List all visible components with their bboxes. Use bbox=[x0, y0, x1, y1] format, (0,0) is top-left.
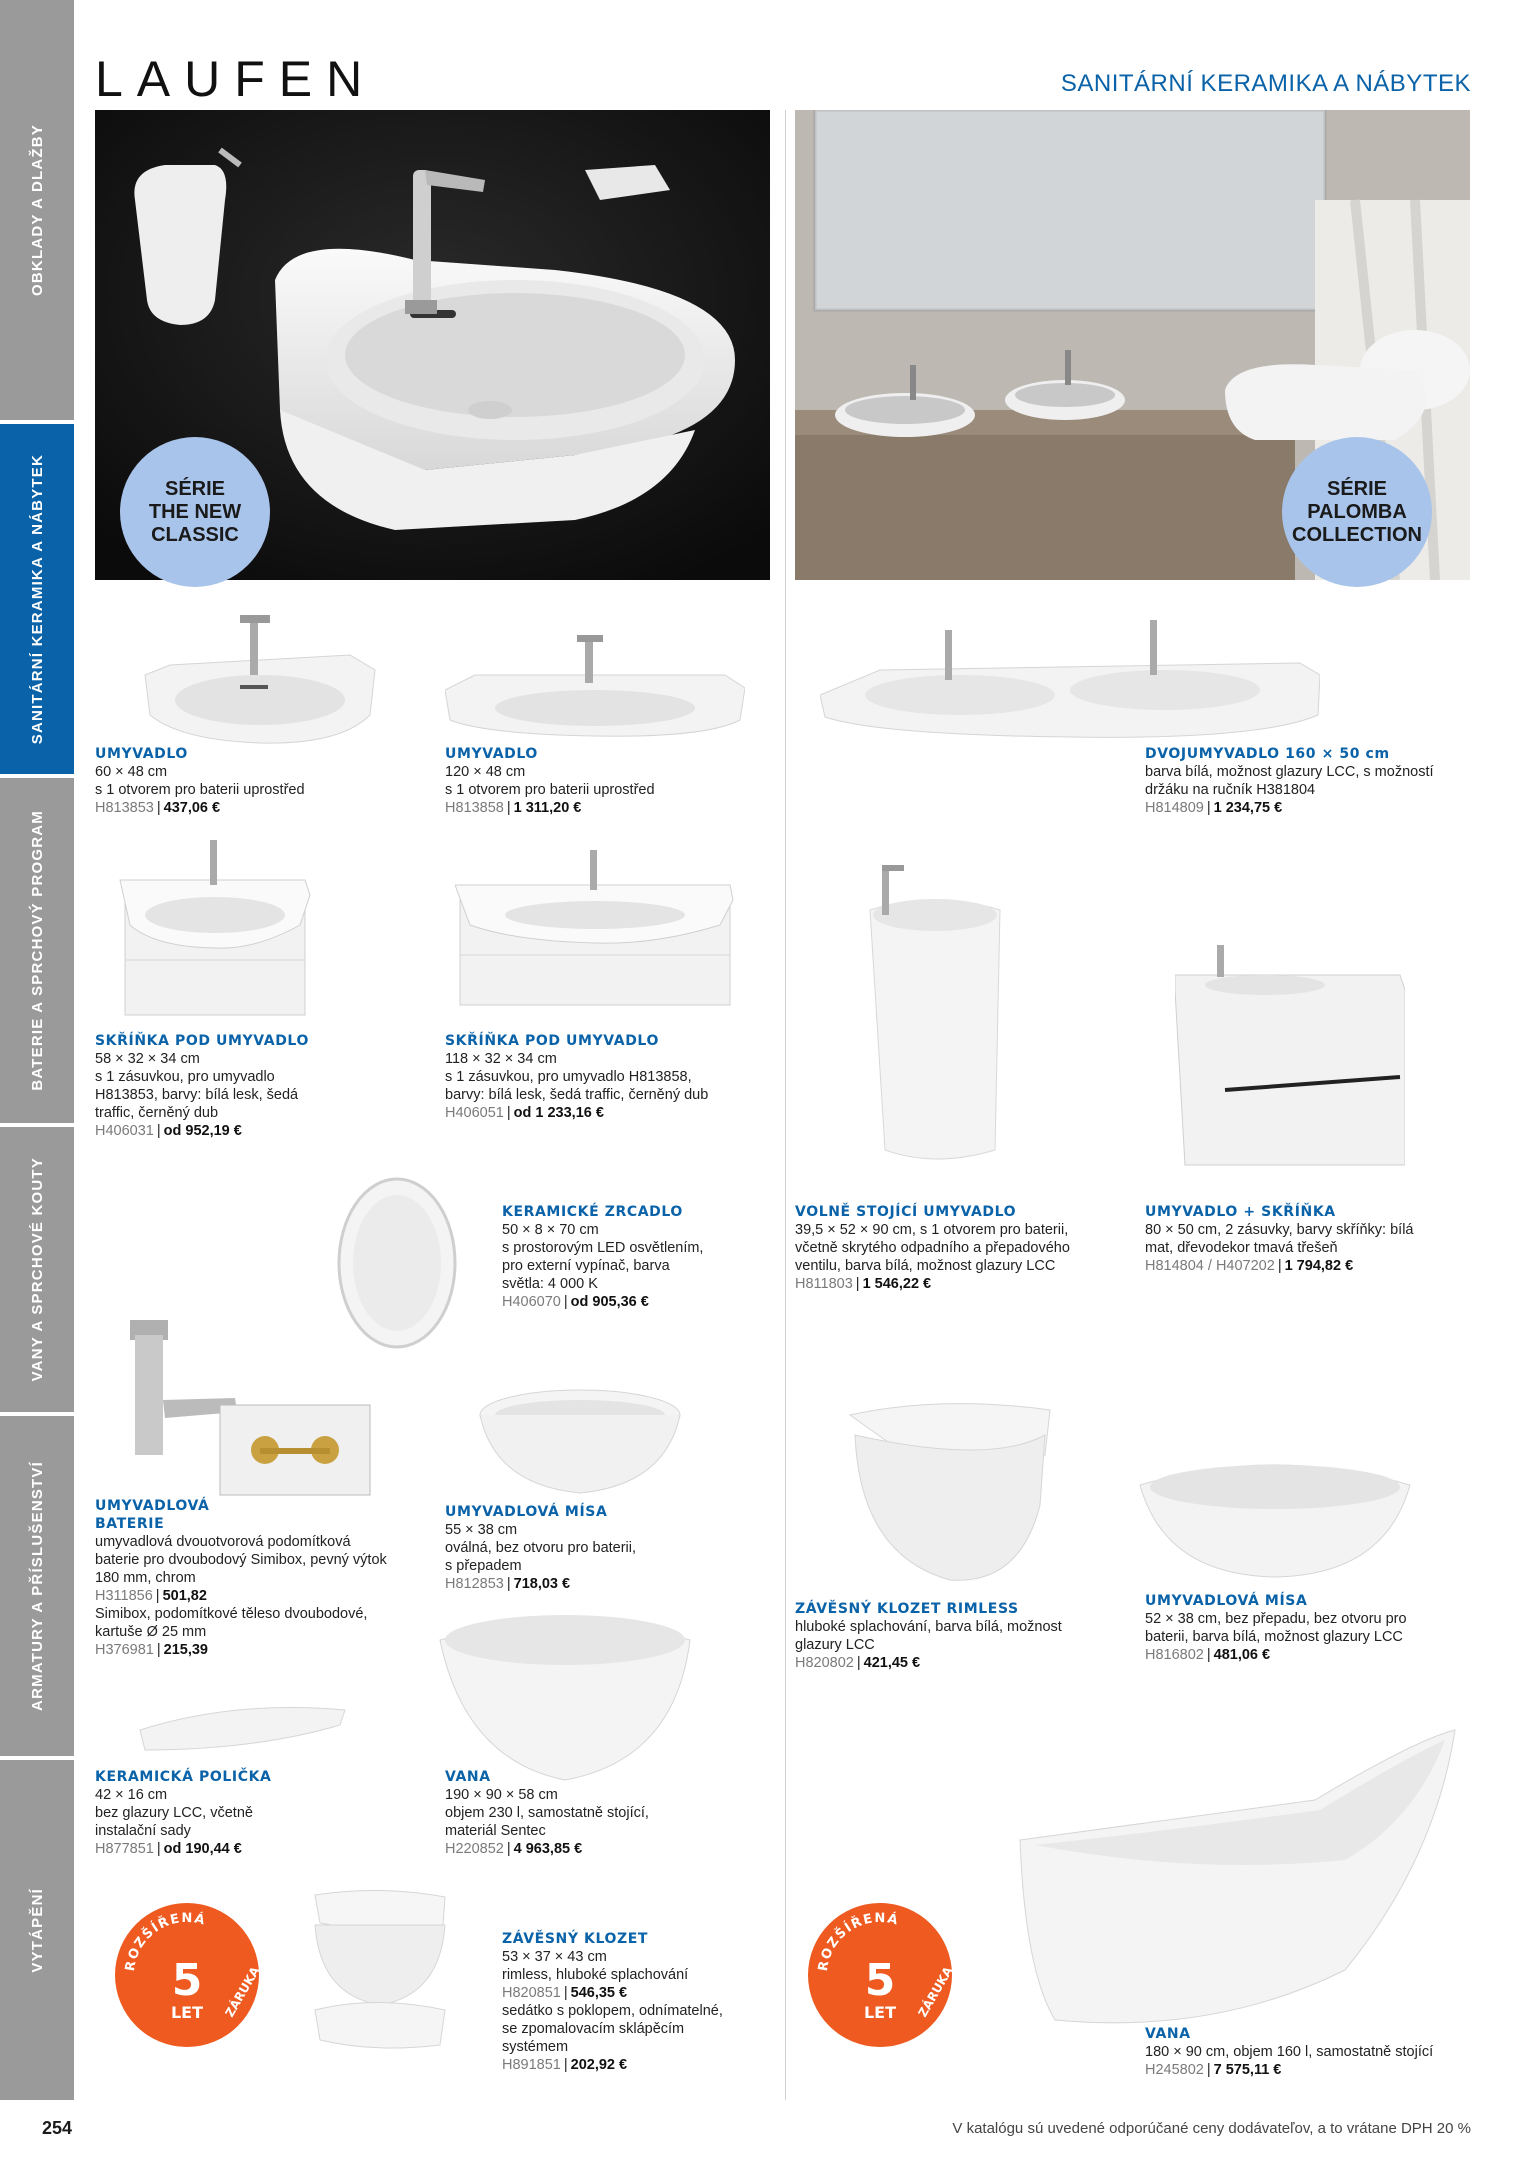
wall-toilet-rimless-image bbox=[840, 1395, 1060, 1595]
product-code-price bbox=[1145, 1646, 1475, 1664]
product-code-price bbox=[95, 1122, 355, 1140]
product-umyvadlova-baterie bbox=[95, 1497, 435, 1659]
warranty-arc-right-text: ZÁRUKA bbox=[222, 1964, 262, 2020]
product-description-line: instalační sady bbox=[95, 1823, 191, 1839]
product-price: 437,06 € bbox=[163, 800, 221, 816]
product-title: KERAMICKÉ ZRCADLO bbox=[502, 1204, 683, 1220]
product-description-line: světla: 4 000 K bbox=[502, 1276, 598, 1292]
product-description-line: včetně skrytého odpadního a přepadového bbox=[795, 1240, 1070, 1256]
bathtub-180-image bbox=[1015, 1720, 1465, 2040]
product-description-line: ventilu, barva bílá, možnost glazury LCC bbox=[795, 1258, 1056, 1274]
product-description-line: 120 × 48 cm bbox=[445, 764, 526, 780]
product-code: H820802 bbox=[795, 1655, 854, 1671]
wall-toilet-image bbox=[305, 1885, 455, 2050]
product-description-line: traffic, černěný dub bbox=[95, 1105, 219, 1121]
code-price-separator: | bbox=[156, 1642, 161, 1658]
code-price-separator: | bbox=[156, 1123, 161, 1139]
product-title-line2: BATERIE bbox=[95, 1516, 165, 1532]
warranty-arc-right-text: ZÁRUKA bbox=[915, 1964, 955, 2020]
side-tab-vytapeni[interactable]: VYTÁPĚNÍ bbox=[0, 1760, 74, 2100]
side-tab-obklady[interactable]: OBKLADY A DLAŽBY bbox=[0, 0, 74, 420]
product-title: UMYVADLO bbox=[445, 746, 538, 762]
product-description-line: baterii, barva bílá, možnost glazury LCC bbox=[1145, 1629, 1403, 1645]
product-code: H406031 bbox=[95, 1123, 154, 1139]
product-description-line: glazury LCC bbox=[795, 1637, 875, 1653]
vessel-basin-55-image bbox=[475, 1385, 685, 1500]
product-code: H814809 bbox=[1145, 800, 1204, 816]
product-code-price bbox=[445, 1840, 745, 1858]
product-price: 1 794,82 € bbox=[1284, 1258, 1354, 1274]
code-price-separator: | bbox=[506, 1105, 511, 1121]
product-title: UMYVADLO bbox=[95, 746, 188, 762]
product-description-line: 190 × 90 × 58 cm bbox=[445, 1787, 558, 1803]
vanity-unit-118-image bbox=[455, 845, 735, 1015]
product-description-line: barva bílá, možnost glazury LCC, s možností bbox=[1145, 764, 1434, 780]
price-note: V katalógu sú uvedené odporúčané ceny dodávateľov, a to vrátane DPH 20 % bbox=[952, 2120, 1471, 2137]
code-price-separator: | bbox=[856, 1655, 861, 1671]
product-zavesny-klozet bbox=[502, 1930, 772, 2074]
vanity-unit-58-image bbox=[115, 835, 315, 1020]
product-description-line: s 1 zásuvkou, pro umyvadlo H813858, bbox=[445, 1069, 692, 1085]
product-title: KERAMICKÁ POLIČKA bbox=[95, 1769, 272, 1785]
product-description-line: Simibox, podomítkové těleso dvoubodové, bbox=[95, 1606, 368, 1622]
code-price-separator: | bbox=[155, 1588, 160, 1604]
brand-logo: LAUFEN bbox=[95, 51, 377, 107]
warranty-arc-left-text: ROZŠÍŘENÁ bbox=[122, 1910, 208, 1973]
code-price-separator: | bbox=[563, 1985, 568, 2001]
product-skrinka-118 bbox=[445, 1032, 775, 1122]
product-title: VANA bbox=[445, 1769, 491, 1785]
product-code-price bbox=[95, 1840, 355, 1858]
product-code-price bbox=[95, 1587, 435, 1605]
product-price: 1 546,22 € bbox=[862, 1276, 932, 1292]
product-title: ZÁVĚSNÝ KLOZET RIMLESS bbox=[795, 1601, 1019, 1617]
product-description-line: 58 × 32 × 34 cm bbox=[95, 1051, 200, 1067]
basin-mixer-image bbox=[125, 1310, 380, 1505]
product-description-line: umyvadlová dvouotvorová podomítková bbox=[95, 1534, 351, 1550]
code-price-separator: | bbox=[563, 2057, 568, 2073]
product-price: od 190,44 € bbox=[163, 1841, 242, 1857]
product-price: 1 311,20 € bbox=[513, 800, 582, 816]
product-description-line: bez glazury LCC, včetně bbox=[95, 1805, 253, 1821]
product-code: H813858 bbox=[445, 800, 504, 816]
product-description-line: 180 mm, chrom bbox=[95, 1570, 196, 1586]
code-price-separator: | bbox=[1206, 2062, 1211, 2078]
product-description-line: 80 × 50 cm, 2 zásuvky, barvy skříňky: bílá bbox=[1145, 1222, 1414, 1238]
product-price: 421,45 € bbox=[863, 1655, 921, 1671]
product-title: DVOJUMYVADLO 160 × 50 cm bbox=[1145, 746, 1390, 762]
product-price: od 905,36 € bbox=[570, 1294, 649, 1310]
product-title: SKŘÍŇKA POD UMYVADLO bbox=[95, 1033, 309, 1049]
product-code-price bbox=[795, 1275, 1135, 1293]
page-title: SANITÁRNÍ KERAMIKA A NÁBYTEK bbox=[1060, 70, 1471, 97]
product-volne-stojici-umyvadlo bbox=[795, 1203, 1135, 1293]
code-price-separator: | bbox=[506, 1576, 511, 1592]
product-umyvadlova-misa-52 bbox=[1145, 1592, 1475, 1664]
product-vana-190 bbox=[445, 1768, 745, 1858]
washbasin-60-image bbox=[140, 605, 380, 745]
code-price-separator: | bbox=[1206, 1647, 1211, 1663]
product-description-line: sedátko s poklopem, odnímatelné, bbox=[502, 2003, 723, 2019]
product-description-line: 180 × 90 cm, objem 160 l, samostatně stojící bbox=[1145, 2044, 1434, 2060]
side-tab-baterie[interactable]: BATERIE A SPRCHOVÝ PROGRAM bbox=[0, 778, 74, 1123]
product-description-line: objem 230 l, samostatně stojící, bbox=[445, 1805, 649, 1821]
warranty-unit: LET bbox=[170, 2003, 204, 2022]
product-code: H891851 bbox=[502, 2057, 561, 2073]
product-code: H812853 bbox=[445, 1576, 504, 1592]
code-price-separator: | bbox=[563, 1294, 568, 1310]
product-title: VOLNĚ STOJÍCÍ UMYVADLO bbox=[795, 1204, 1017, 1220]
product-description-line: 53 × 37 × 43 cm bbox=[502, 1949, 607, 1965]
product-price: od 952,19 € bbox=[163, 1123, 242, 1139]
product-price: 1 234,75 € bbox=[1213, 800, 1283, 816]
product-title: UMYVADLOVÁ bbox=[95, 1498, 210, 1514]
product-description-line: 60 × 48 cm bbox=[95, 764, 168, 780]
product-code-price bbox=[502, 2056, 772, 2074]
product-description-line: 118 × 32 × 34 cm bbox=[445, 1051, 557, 1067]
product-skrinka-58 bbox=[95, 1032, 355, 1140]
product-description-line: kartuše Ø 25 mm bbox=[95, 1624, 207, 1640]
product-code-price bbox=[445, 799, 765, 817]
product-title: VANA bbox=[1145, 2026, 1191, 2042]
product-description-line: oválná, bez otvoru pro baterii, bbox=[445, 1540, 637, 1556]
product-code-price bbox=[445, 1104, 775, 1122]
product-description-line: se zpomalovacím sklápěcím bbox=[502, 2021, 685, 2037]
product-price: 202,92 € bbox=[570, 2057, 628, 2073]
product-description-line: 39,5 × 52 × 90 cm, s 1 otvorem pro baterii, bbox=[795, 1222, 1069, 1238]
product-code: H820851 bbox=[502, 1985, 561, 2001]
vessel-basin-52-image bbox=[1135, 1445, 1415, 1580]
product-code-price bbox=[1145, 799, 1475, 817]
product-code: H406051 bbox=[445, 1105, 504, 1121]
product-description-line: 55 × 38 cm bbox=[445, 1522, 518, 1538]
product-title: SKŘÍŇKA POD UMYVADLO bbox=[445, 1033, 659, 1049]
product-description-line: hluboké splachování, barva bílá, možnost bbox=[795, 1619, 1062, 1635]
product-price: od 1 233,16 € bbox=[513, 1105, 604, 1121]
code-price-separator: | bbox=[156, 800, 161, 816]
warranty-number: 5 bbox=[864, 1955, 896, 2006]
washbasin-with-cabinet-image bbox=[1175, 945, 1405, 1170]
product-description-line: materiál Sentec bbox=[445, 1823, 546, 1839]
product-umyvadlo-60 bbox=[95, 745, 335, 817]
product-dvojumyvadlo bbox=[1145, 745, 1475, 817]
product-title: UMYVADLOVÁ MÍSA bbox=[445, 1504, 608, 1520]
product-code: H245802 bbox=[1145, 2062, 1204, 2078]
product-description-line: 42 × 16 cm bbox=[95, 1787, 168, 1803]
product-description-line: rimless, hluboké splachování bbox=[502, 1967, 689, 1983]
product-description-line: s 1 zásuvkou, pro umyvadlo bbox=[95, 1069, 275, 1085]
code-price-separator: | bbox=[506, 1841, 511, 1857]
page-number: 254 bbox=[42, 2118, 73, 2138]
product-code-price bbox=[502, 1293, 772, 1311]
series-bubble-new-classic: SÉRIE THE NEW CLASSIC bbox=[120, 437, 270, 587]
code-price-separator: | bbox=[855, 1276, 860, 1292]
product-code-price bbox=[95, 799, 335, 817]
product-code: H814804 / H407202 bbox=[1145, 1258, 1275, 1274]
product-umyvadlo-skrinka bbox=[1145, 1203, 1475, 1275]
product-description-line: barvy: bílá lesk, šedá traffic, černěný dub bbox=[445, 1087, 709, 1103]
product-code-price bbox=[1145, 1257, 1475, 1275]
product-price: 501,82 bbox=[162, 1588, 207, 1604]
product-umyvadlova-misa-55 bbox=[445, 1503, 745, 1593]
product-code-price bbox=[95, 1641, 435, 1659]
product-code-price bbox=[795, 1654, 1135, 1672]
product-description-line: baterie pro dvoubodový Simibox, pevný výtok bbox=[95, 1552, 387, 1568]
product-code-price bbox=[445, 1575, 745, 1593]
warranty-badge-right bbox=[805, 1900, 955, 2050]
product-code: H877851 bbox=[95, 1841, 154, 1857]
product-title: UMYVADLOVÁ MÍSA bbox=[1145, 1593, 1308, 1609]
side-navigation bbox=[0, 0, 74, 2100]
product-description-line: systémem bbox=[502, 2039, 569, 2055]
product-description-line: mat, dřevodekor tmavá třešeň bbox=[1145, 1240, 1338, 1256]
product-price: 215,39 bbox=[163, 1642, 208, 1658]
product-price: 718,03 € bbox=[513, 1576, 571, 1592]
product-code: H811803 bbox=[795, 1276, 853, 1292]
warranty-unit: LET bbox=[863, 2003, 897, 2022]
ceramic-shelf-image bbox=[135, 1690, 350, 1765]
code-price-separator: | bbox=[156, 1841, 161, 1857]
product-vana-180 bbox=[1145, 2025, 1475, 2079]
product-price: 481,06 € bbox=[1213, 1647, 1271, 1663]
column-divider bbox=[785, 110, 786, 2100]
product-code-price bbox=[1145, 2061, 1475, 2079]
freestanding-washbasin-image bbox=[860, 860, 1010, 1170]
side-tab-sanitarni[interactable]: SANITÁRNÍ KERAMIKA A NÁBYTEK bbox=[0, 424, 74, 774]
product-description-line: s 1 otvorem pro baterii uprostřed bbox=[445, 782, 655, 798]
product-keramicka-policka bbox=[95, 1768, 355, 1858]
product-description-line: H813853, barvy: bílá lesk, šedá bbox=[95, 1087, 299, 1103]
code-price-separator: | bbox=[1206, 800, 1211, 816]
side-tab-armatury[interactable]: ARMATURY A PŘÍSLUŠENSTVÍ bbox=[0, 1416, 74, 1756]
product-description-line: držáku na ručník H381804 bbox=[1145, 782, 1316, 798]
code-price-separator: | bbox=[506, 800, 511, 816]
product-description-line: s přepadem bbox=[445, 1558, 522, 1574]
product-title: UMYVADLO + SKŘÍŇKA bbox=[1145, 1204, 1336, 1220]
series-bubble-palomba: SÉRIE PALOMBA COLLECTION bbox=[1282, 437, 1432, 587]
product-umyvadlo-120 bbox=[445, 745, 765, 817]
side-tab-vany[interactable]: VANY A SPRCHOVÉ KOUTY bbox=[0, 1127, 74, 1412]
product-code: H816802 bbox=[1145, 1647, 1204, 1663]
product-code: H406070 bbox=[502, 1294, 561, 1310]
product-zavesny-klozet-rimless bbox=[795, 1600, 1135, 1672]
product-description-line: 52 × 38 cm, bez přepadu, bez otvoru pro bbox=[1145, 1611, 1407, 1627]
product-description-line: s 1 otvorem pro baterii uprostřed bbox=[95, 782, 305, 798]
product-description-line: 50 × 8 × 70 cm bbox=[502, 1222, 599, 1238]
washbasin-120-image bbox=[445, 630, 745, 740]
product-price: 546,35 € bbox=[570, 1985, 628, 2001]
product-price: 7 575,11 € bbox=[1213, 2062, 1282, 2078]
double-washbasin-image bbox=[820, 605, 1320, 745]
warranty-badge-left bbox=[112, 1900, 262, 2050]
product-description-line: s prostorovým LED osvětlením, bbox=[502, 1240, 704, 1256]
warranty-arc-left-text: ROZŠÍŘENÁ bbox=[815, 1910, 901, 1973]
product-keramicke-zrcadlo bbox=[502, 1203, 772, 1311]
product-code: H311856 bbox=[95, 1588, 153, 1604]
product-description-line: pro externí vypínač, barva bbox=[502, 1258, 670, 1274]
code-price-separator: | bbox=[1277, 1258, 1282, 1274]
product-title: ZÁVĚSNÝ KLOZET bbox=[502, 1931, 649, 1947]
product-price: 4 963,85 € bbox=[513, 1841, 583, 1857]
product-code: H376981 bbox=[95, 1642, 154, 1658]
bathtub-190-image bbox=[435, 1600, 695, 1785]
product-code-price bbox=[502, 1984, 772, 2002]
product-code: H813853 bbox=[95, 800, 154, 816]
warranty-number: 5 bbox=[171, 1955, 203, 2006]
product-code: H220852 bbox=[445, 1841, 504, 1857]
